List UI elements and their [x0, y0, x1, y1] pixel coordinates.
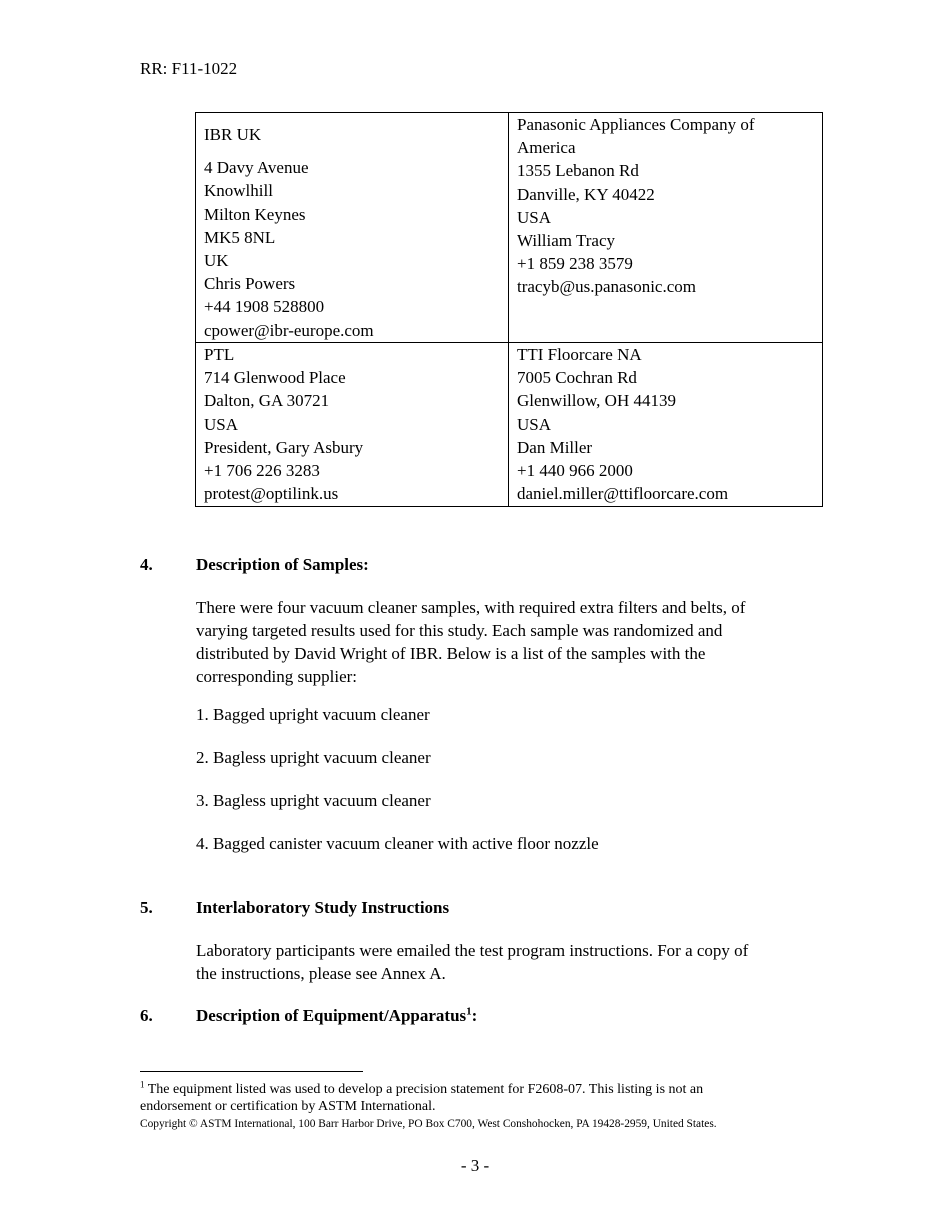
contact-phone: +1 440 966 2000	[517, 461, 633, 481]
section-6-title-text: Description of Equipment/Apparatus	[196, 1006, 467, 1025]
contact-line: USA	[204, 414, 239, 434]
contact-org-name: IBR UK	[204, 125, 262, 144]
contact-line: USA	[517, 207, 552, 227]
contact-org-name-cont: America	[517, 138, 576, 158]
contact-phone: +1 706 226 3283	[204, 461, 320, 481]
contact-cell-panasonic	[509, 113, 823, 343]
contact-org-name: TTI Floorcare NA	[517, 345, 642, 364]
contact-cell-ibr-uk	[196, 113, 509, 343]
contacts-table	[195, 112, 823, 507]
footnote-line	[140, 1081, 820, 1098]
contact-email: tracyb@us.panasonic.com	[517, 277, 696, 297]
contact-email: protest@optilink.us	[204, 484, 339, 504]
footnote-reference[interactable]: 1	[466, 1005, 472, 1018]
contact-line: USA	[517, 414, 552, 434]
contact-org-name: Panasonic Appliances Company of	[517, 115, 755, 134]
paragraph-line: varying targeted results used for this study. Each sample was randomized and	[196, 621, 723, 640]
footnote-line: endorsement or certification by ASTM International.	[140, 1099, 436, 1114]
report-id-header: RR: F11-1022	[140, 59, 238, 78]
contact-person: William Tracy	[517, 231, 616, 251]
section-5-title: Interlaboratory Study Instructions	[196, 898, 450, 917]
contacts-row	[196, 113, 823, 343]
footnote	[140, 1081, 820, 1115]
paragraph-line: Laboratory participants were emailed the test program instructions. For a copy of	[196, 941, 749, 960]
contact-org-name: PTL	[204, 345, 235, 364]
contact-line: MK5 8NL	[204, 227, 276, 247]
contact-line: 1355 Lebanon Rd	[517, 161, 639, 181]
contact-person: Chris Powers	[204, 274, 296, 294]
sample-list-item: 3. Bagless upright vacuum cleaner	[196, 791, 431, 810]
contact-line: 4 Davy Avenue	[204, 158, 309, 178]
contact-line: 7005 Cochran Rd	[517, 368, 637, 388]
footnote-text: The equipment listed was used to develop a precision statement for F2608-07. This listing is not an	[144, 1082, 704, 1097]
section-5-number: 5.	[140, 898, 153, 917]
contact-line: Dalton, GA 30721	[204, 391, 330, 411]
contact-line: Knowlhill	[204, 181, 273, 201]
contact-person: Dan Miller	[517, 437, 593, 457]
contact-phone: +1 859 238 3579	[517, 254, 633, 274]
section-6-title-colon: :	[471, 1006, 478, 1025]
contact-line: UK	[204, 251, 229, 271]
contact-phone: +44 1908 528800	[204, 297, 325, 317]
section-4-title: Description of Samples:	[196, 555, 369, 574]
contact-cell-ptl	[196, 343, 509, 507]
contact-person: President, Gary Asbury	[204, 437, 364, 457]
paragraph-line: the instructions, please see Annex A.	[196, 964, 446, 983]
contact-cell-tti-floorcare	[509, 343, 823, 507]
contact-email: daniel.miller@ttifloorcare.com	[517, 484, 729, 504]
sample-list-item: 1. Bagged upright vacuum cleaner	[196, 705, 430, 724]
contact-line: 714 Glenwood Place	[204, 368, 346, 388]
section-6-number: 6.	[140, 1006, 153, 1025]
section-6-title	[196, 1004, 477, 1027]
paragraph-line: corresponding supplier:	[196, 667, 357, 686]
section-4-number: 4.	[140, 555, 153, 574]
contact-email: cpower@ibr-europe.com	[204, 320, 374, 340]
contact-line: Milton Keynes	[204, 204, 306, 224]
sample-list-item: 2. Bagless upright vacuum cleaner	[196, 748, 431, 767]
contact-line: Glenwillow, OH 44139	[517, 391, 676, 411]
section-5-paragraph	[196, 939, 826, 985]
footnote-marker: 1	[140, 1079, 145, 1090]
contact-line: Danville, KY 40422	[517, 184, 655, 204]
copyright-notice: Copyright © ASTM International, 100 Barr Harbor Drive, PO Box C700, West Conshohocken, PA 19428-2959, United States.	[140, 1118, 717, 1130]
footnote-separator	[140, 1071, 363, 1072]
paragraph-line: distributed by David Wright of IBR. Below is a list of the samples with the	[196, 644, 706, 663]
contacts-row	[196, 343, 823, 507]
paragraph-line: There were four vacuum cleaner samples, with required extra filters and belts, of	[196, 598, 746, 617]
page-number: - 3 -	[460, 1156, 490, 1175]
section-4-paragraph	[196, 596, 826, 688]
sample-list-item: 4. Bagged canister vacuum cleaner with active floor nozzle	[196, 834, 599, 853]
